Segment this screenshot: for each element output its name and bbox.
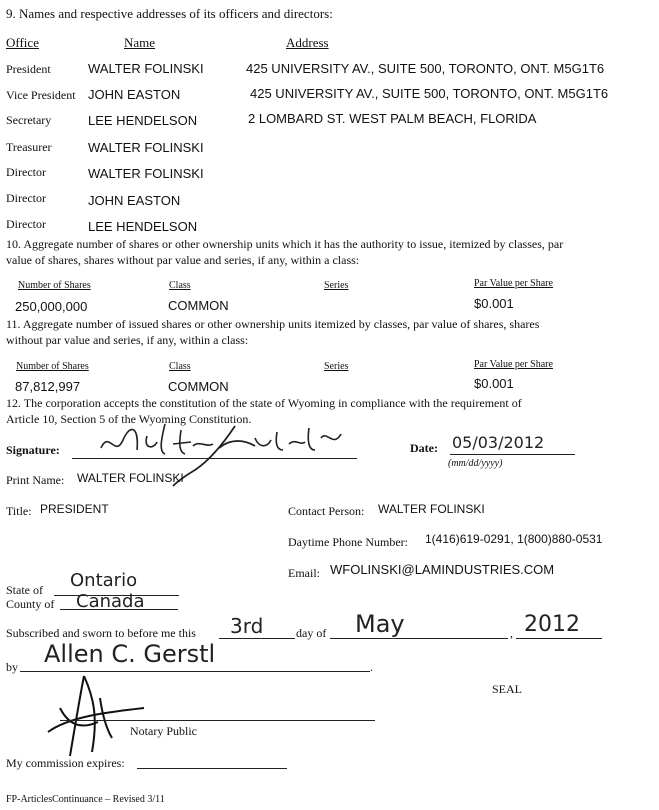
shares-class-header: Class bbox=[169, 280, 191, 291]
county-value: Canada bbox=[76, 591, 145, 612]
year-comma: , bbox=[510, 626, 513, 640]
signature-label: Signature: bbox=[6, 443, 60, 457]
print-name-label: Print Name: bbox=[6, 473, 65, 487]
authorized-shares-class: COMMON bbox=[168, 298, 229, 313]
office-label: Secretary bbox=[6, 113, 52, 127]
office-label: Director bbox=[6, 165, 46, 179]
section-10-line2: value of shares, shares without par value and series, if any, within a class: bbox=[6, 253, 360, 267]
state-label: State of bbox=[6, 583, 43, 597]
issued-shares-class: COMMON bbox=[168, 379, 229, 394]
issued-shares-par: $0.001 bbox=[474, 376, 514, 391]
contact-person-label: Contact Person: bbox=[288, 504, 365, 518]
year-value: 2012 bbox=[524, 612, 580, 637]
county-label: County of bbox=[6, 597, 55, 611]
email-label: Email: bbox=[288, 566, 320, 580]
col-address-header: Address bbox=[286, 35, 329, 50]
seal-label: SEAL bbox=[492, 682, 522, 696]
title-value: PRESIDENT bbox=[40, 502, 109, 516]
office-label: President bbox=[6, 62, 51, 76]
issued-number-header: Number of Shares bbox=[16, 361, 89, 372]
col-office-header: Office bbox=[6, 35, 39, 50]
officer-name: JOHN EASTON bbox=[88, 193, 181, 208]
date-format-hint: (mm/dd/yyyy) bbox=[448, 458, 503, 469]
shares-number-header: Number of Shares bbox=[18, 280, 91, 291]
phone-label: Daytime Phone Number: bbox=[288, 535, 408, 549]
date-line bbox=[450, 454, 575, 455]
year-line bbox=[516, 638, 602, 639]
month-value: May bbox=[355, 610, 405, 638]
section-12-line2: Article 10, Section 5 of the Wyoming Constitution. bbox=[6, 412, 252, 426]
day-line bbox=[219, 638, 295, 639]
notary-signature-line bbox=[60, 720, 375, 721]
day-of-label: day of bbox=[296, 626, 327, 640]
month-line bbox=[330, 638, 508, 639]
by-period: . bbox=[370, 660, 373, 674]
commission-label: My commission expires: bbox=[6, 756, 125, 770]
issued-par-header: Par Value per Share bbox=[474, 359, 553, 370]
office-label: Treasurer bbox=[6, 140, 52, 154]
officer-address: 2 LOMBARD ST. WEST PALM BEACH, FLORIDA bbox=[248, 111, 537, 126]
commission-line bbox=[137, 768, 287, 769]
issued-series-header: Series bbox=[324, 361, 349, 372]
day-value: 3rd bbox=[230, 614, 264, 638]
officer-name: JOHN EASTON bbox=[88, 87, 181, 102]
email-value: WFOLINSKI@LAMINDUSTRIES.COM bbox=[330, 562, 555, 577]
officer-address: 425 UNIVERSITY AV., SUITE 500, TORONTO, ONT. M5G1T6 bbox=[250, 86, 609, 101]
officer-name: LEE HENDELSON bbox=[88, 219, 198, 234]
issued-class-header: Class bbox=[169, 361, 191, 372]
office-label: Director bbox=[6, 217, 46, 231]
authorized-shares-par: $0.001 bbox=[474, 296, 514, 311]
section-9-heading: 9. Names and respective addresses of its officers and directors: bbox=[6, 6, 333, 21]
officer-address: 425 UNIVERSITY AV., SUITE 500, TORONTO, ONT. M5G1T6 bbox=[246, 61, 605, 76]
officer-name: WALTER FOLINSKI bbox=[88, 140, 204, 155]
officer-name: WALTER FOLINSKI bbox=[88, 166, 204, 181]
form-footer: FP-ArticlesContinuance – Revised 3/11 bbox=[6, 794, 165, 805]
notary-public-label: Notary Public bbox=[130, 724, 197, 738]
date-label: Date: bbox=[410, 441, 438, 455]
sworn-label: Subscribed and sworn to before me this bbox=[6, 626, 196, 640]
office-label: Director bbox=[6, 191, 46, 205]
officer-name: LEE HENDELSON bbox=[88, 113, 198, 128]
section-10-line1: 10. Aggregate number of shares or other ownership units which it has the authority to issue, itemized by classes, par bbox=[6, 237, 564, 251]
office-label: Vice President bbox=[6, 88, 76, 102]
by-label: by bbox=[6, 660, 18, 674]
officer-name: WALTER FOLINSKI bbox=[88, 61, 204, 76]
col-name-header: Name bbox=[124, 35, 156, 50]
contact-person-value: WALTER FOLINSKI bbox=[378, 502, 485, 516]
date-value: 05/03/2012 bbox=[452, 433, 545, 452]
shares-par-header: Par Value per Share bbox=[474, 278, 553, 289]
shares-series-header: Series bbox=[324, 280, 349, 291]
by-value: Allen C. Gerstl bbox=[44, 640, 216, 668]
issued-shares-number: 87,812,997 bbox=[15, 379, 81, 394]
state-value: Ontario bbox=[70, 570, 138, 591]
phone-value: 1(416)619-0291, 1(800)880-0531 bbox=[425, 532, 603, 546]
title-label: Title: bbox=[6, 504, 32, 518]
section-12-line1: 12. The corporation accepts the constitution of the state of Wyoming in compliance with the requirement of bbox=[6, 396, 522, 410]
section-11-line1: 11. Aggregate number of issued shares or other ownership units itemized by classes, par value of shares, shares bbox=[6, 317, 540, 331]
print-name-value: WALTER FOLINSKI bbox=[77, 471, 184, 485]
notary-signature bbox=[40, 668, 150, 768]
section-11-line2: without par value and series, if any, within a class: bbox=[6, 333, 249, 347]
authorized-shares-number: 250,000,000 bbox=[15, 299, 88, 314]
